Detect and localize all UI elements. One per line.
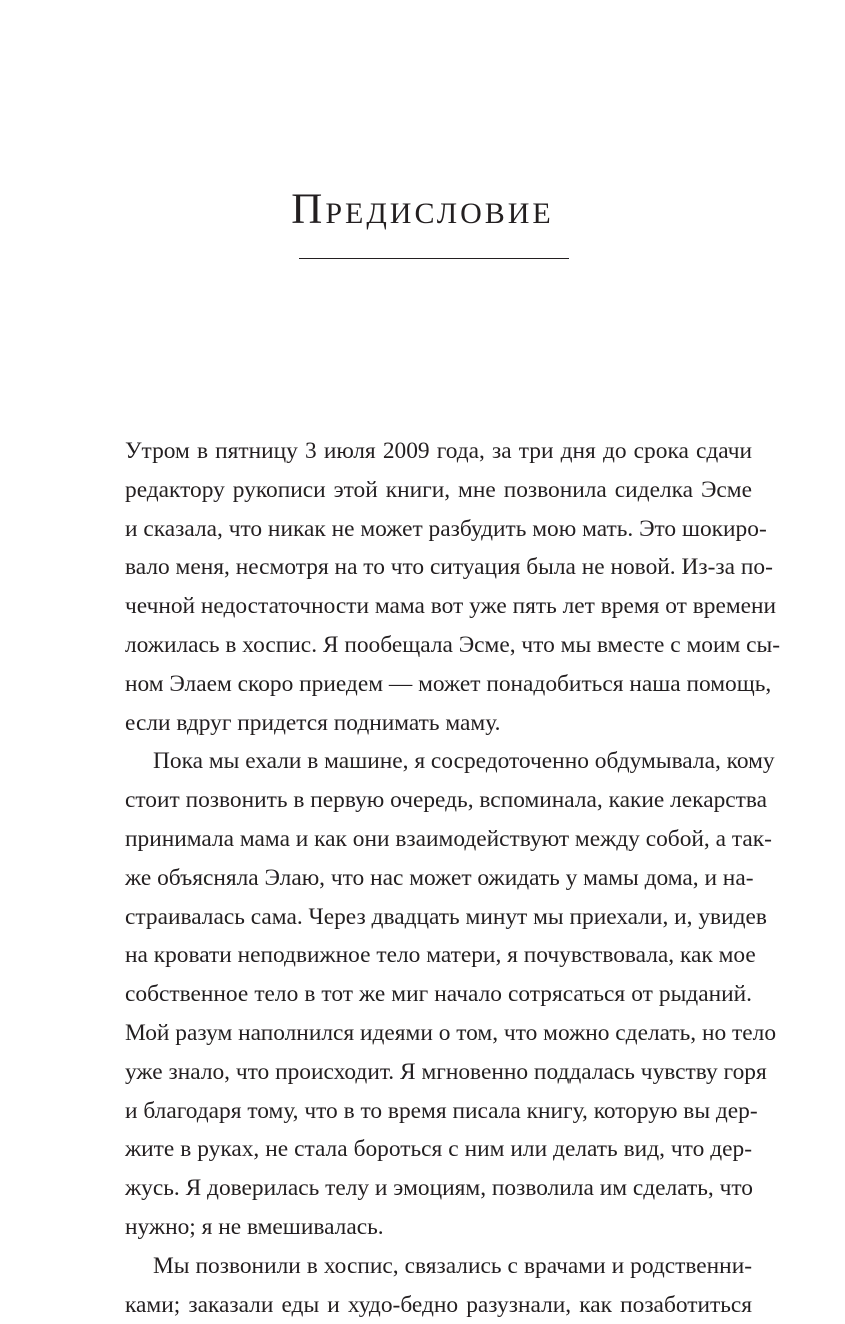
paragraph-2 (125, 742, 777, 1246)
text-line: ками; заказали еды и худо-бедно разузнали, как позаботиться (125, 1291, 752, 1318)
text-line: чечной недостаточности мама вот уже пять лет время от времени (125, 593, 777, 620)
text-line: вало меня, несмотря на то что ситуация была не новой. Из-за по- (125, 554, 773, 581)
text-line: жусь. Я доверилась телу и эмоциям, позволила им сделать, что (125, 1175, 753, 1202)
text-line: собственное тело в тот же миг начало сотрясаться от рыданий. (125, 981, 752, 1008)
chapter-title: Предисловие (291, 186, 554, 233)
text-line: на кровати неподвижное тело матери, я почувствовала, как мое (125, 942, 756, 969)
text-line: страивалась сама. Через двадцать минут мы приехали, и, увидев (125, 903, 767, 930)
text-line: уже знало, что происходит. Я мгновенно поддалась чувству горя (125, 1058, 767, 1085)
text-line: нужно; я не вмешивалась. (125, 1213, 384, 1240)
text-line: ном Элаем скоро приедем — может понадобиться наша помощь, (125, 670, 772, 697)
text-line: жите в руках, не стала бороться с ним или делать вид, что дер- (125, 1136, 752, 1163)
text-line: Мы позвонили в хоспис, связались с врачами и родственни- (153, 1252, 752, 1279)
text-line: если вдруг придется поднимать маму. (125, 709, 501, 736)
text-line: же объясняла Элаю, что нас может ожидать у мамы дома, и на- (125, 864, 754, 891)
paragraph-1 (125, 432, 781, 742)
text-line: и благодаря тому, что в то время писала книгу, которую вы дер- (125, 1097, 758, 1124)
text-line: Мой разум наполнился идеями о том, что можно сделать, но тело (125, 1019, 777, 1046)
text-line: ложилась в хоспис. Я пообещала Эсме, что мы вместе с моим сы- (125, 631, 781, 658)
text-line: Пока мы ехали в машине, я сосредоточенно обдумывала, кому (153, 748, 775, 775)
text-line: и сказала, что никак не может разбудить мою мать. Это шокиро- (125, 515, 767, 542)
text-line: принимала мама и как они взаимодействуют между собой, а так- (125, 825, 772, 852)
text-line: стоит позвонить в первую очередь, вспоминала, какие лекарства (125, 787, 767, 814)
body-text (125, 432, 781, 1324)
title-underline-rule (299, 258, 569, 259)
text-line: Утром в пятницу 3 июля 2009 года, за три дня до срока сдачи (125, 438, 752, 464)
paragraph-3 (125, 1247, 752, 1324)
text-line: редактору рукописи этой книги, мне позвонила сиделка Эсме (125, 476, 752, 503)
